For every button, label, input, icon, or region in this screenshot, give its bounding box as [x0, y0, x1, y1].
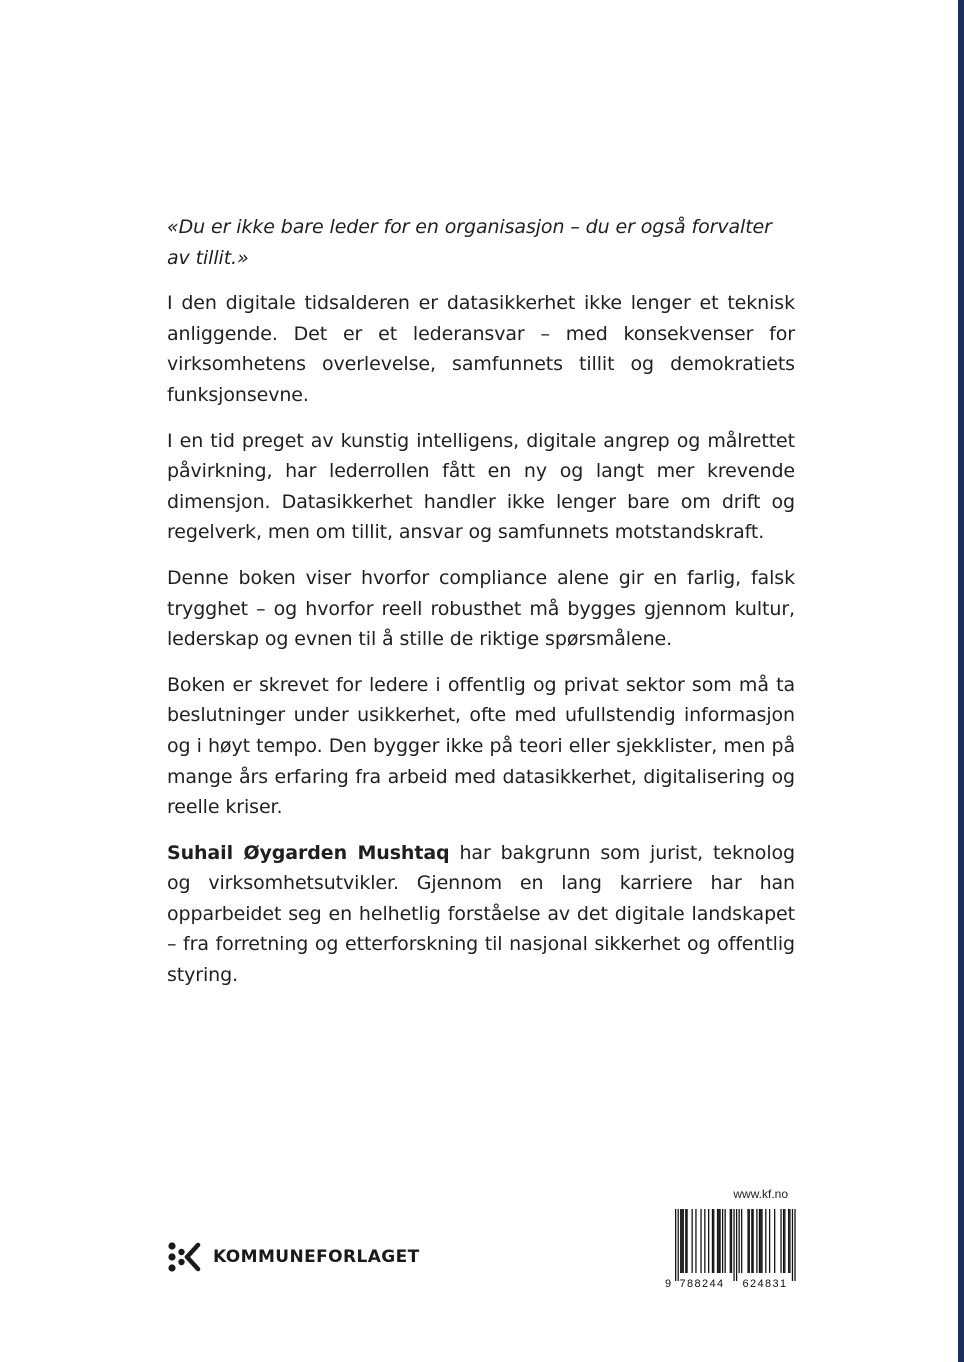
- barcode-bar: [741, 1209, 742, 1273]
- barcode-bar: [752, 1209, 753, 1273]
- author-name: Suhail Øygarden Mushtaq: [167, 841, 450, 864]
- barcode-left-digits: 788244: [679, 1278, 725, 1290]
- book-spine-edge: [958, 0, 964, 1362]
- barcode-bar: [792, 1209, 793, 1281]
- barcode-bar: [784, 1209, 785, 1273]
- paragraph-compliance: Denne boken viser hvorfor compliance alene gir en farlig, falsk trygghet – og hvorfor reell robusthet må bygges gjennom kultur, lederskap og evnen til å stille de riktige spørsmålene.: [167, 566, 795, 651]
- barcode-bar: [704, 1209, 705, 1273]
- barcode-bar: [749, 1209, 750, 1273]
- barcode-bar: [700, 1209, 701, 1273]
- author-bio: har bakgrunn som jurist, teknolog og virksomhetsutvikler. Gjennom en lang karriere har han opparbeidet seg en helhetlig forståelse av det digitale landskapet – fra forretning og etterforskning til nasjonal sikkerhet og offentlig styring.: [167, 841, 795, 987]
- barcode-bar: [713, 1209, 714, 1273]
- barcode-bar: [769, 1209, 770, 1273]
- barcode-bar: [794, 1209, 795, 1281]
- barcode-bar: [736, 1209, 737, 1281]
- publisher-name: KOMMUNEFORLAGET: [213, 1247, 420, 1267]
- barcode-bar: [730, 1209, 731, 1273]
- barcode-bar: [681, 1209, 682, 1273]
- barcode-bar: [751, 1209, 752, 1273]
- barcode-bar: [761, 1209, 762, 1273]
- barcode-bar: [708, 1209, 709, 1273]
- barcode-bar: [678, 1209, 679, 1281]
- barcode-bar: [765, 1209, 766, 1273]
- paragraph-audience: Boken er skrevet for ledere i offentlig og privat sektor som må ta beslutninger under usikkerhet, ofte med ufullstendig informasjon og i høyt tempo. Den bygger ikke på teori eller sjekklister, men på mange års erfaring fra arbeid med datasikkerhet, digitalisering og reelle kriser.: [167, 673, 795, 819]
- barcode-bar: [685, 1209, 686, 1273]
- barcode-bar: [675, 1209, 676, 1281]
- publisher-brand: [167, 1241, 420, 1273]
- barcode-bars: [675, 1209, 796, 1281]
- paragraph-intro: I den digitale tidsalderen er datasikkerhet ikke lenger et teknisk anliggende. Det er et lederansvar – med konsekvenser for virksomhetens overlevelse, samfunnets tillit og demokratiets funksjonsevne.: [167, 292, 795, 406]
- barcode-bar: [759, 1209, 760, 1273]
- barcode-bar: [756, 1209, 757, 1273]
- barcode-bar: [731, 1209, 732, 1273]
- barcode-bar: [717, 1209, 718, 1273]
- barcode-bar: [695, 1209, 696, 1273]
- isbn-barcode: [664, 1209, 796, 1291]
- barcode-bar: [747, 1209, 748, 1273]
- barcode-bar: [718, 1209, 719, 1273]
- barcode-bar: [722, 1209, 723, 1273]
- opening-quote: «Du er ikke bare leder for en organisasjon – du er også forvalter av tillit.»: [167, 216, 772, 269]
- barcode-bar: [789, 1209, 790, 1273]
- barcode-bar: [680, 1209, 681, 1273]
- barcode-bar: [692, 1209, 693, 1273]
- back-cover-text: [167, 212, 795, 1006]
- publisher-website: www.kf.no: [733, 1187, 788, 1201]
- barcode-bar: [783, 1209, 784, 1273]
- author-bio-paragraph: [167, 838, 795, 991]
- barcode-first-digit: 9: [665, 1278, 672, 1290]
- barcode-bar: [733, 1209, 734, 1281]
- barcode-bar: [712, 1209, 713, 1273]
- barcode-bar: [774, 1209, 775, 1273]
- barcode-bar: [686, 1209, 687, 1273]
- barcode-bar: [719, 1209, 720, 1273]
- barcode-bar: [683, 1209, 684, 1273]
- barcode-bar: [725, 1209, 726, 1273]
- barcode-right-digits: 624831: [742, 1278, 788, 1290]
- kommuneforlaget-logo-icon: [167, 1241, 203, 1273]
- barcode-bar: [739, 1209, 740, 1273]
- barcode-bar: [788, 1209, 789, 1273]
- barcode-bar: [780, 1209, 781, 1273]
- barcode-bar: [760, 1209, 761, 1273]
- paragraph-ai-context: I en tid preget av kunstig intelligens, digitale angrep og målrettet påvirkning, har lederrollen fått en ny og langt mer krevende dimensjon. Datasikkerhet handler ikke lenger bare om drift og regelverk, men om tillit, ansvar og samfunnets motstandskraft.: [167, 429, 795, 544]
